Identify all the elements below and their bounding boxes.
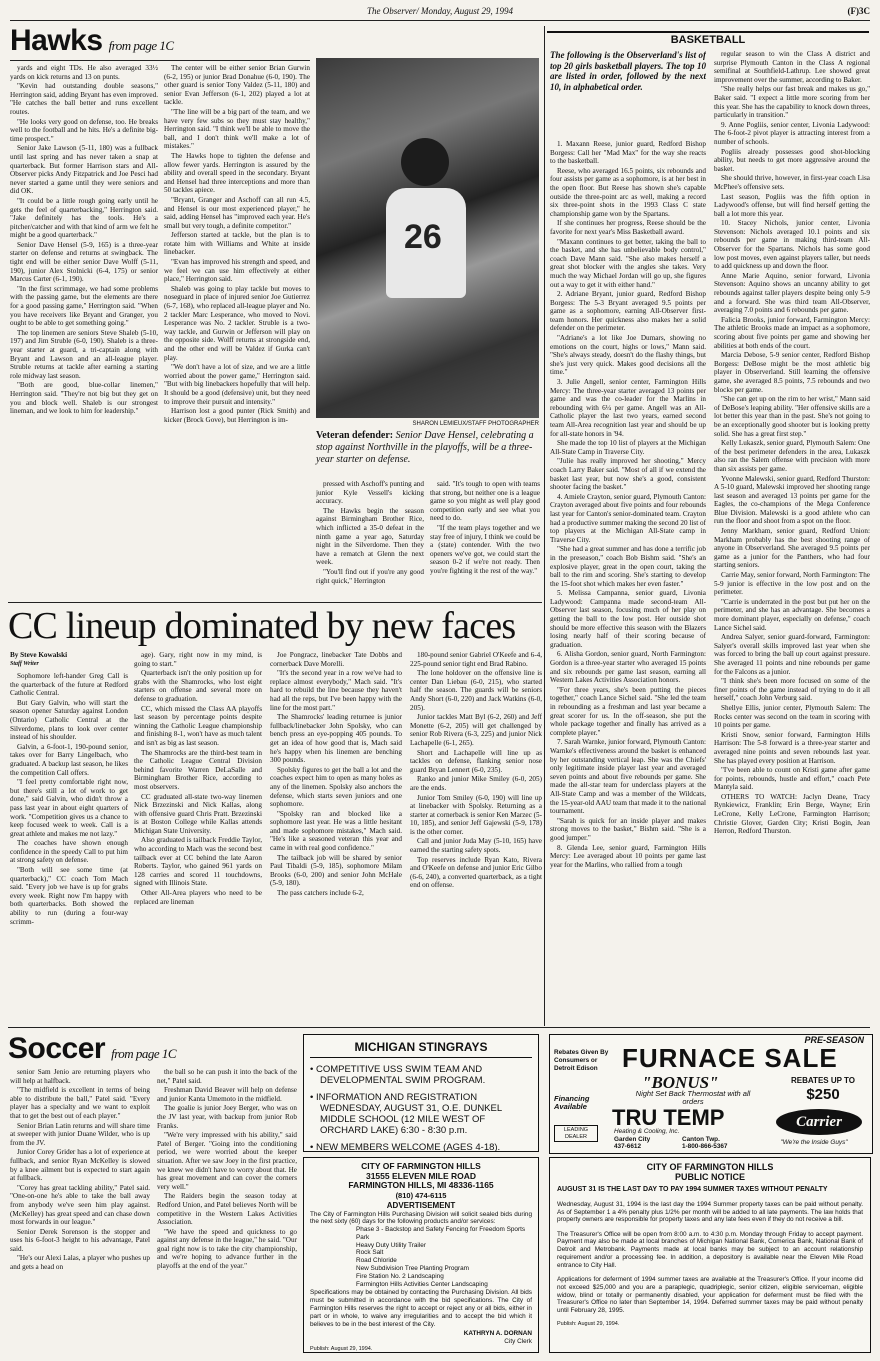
- paragraph: She made the top 10 list of players at the Michigan All-State Camp in Traverse City.: [550, 439, 706, 456]
- paragraph: Reese, who averaged 16.5 points, six rebounds and four assists per game as a sophomore, is at her best in the open floor. But Reese has shown she's capable outside the three-point arc as well, making a record six three-point shots in the 1993 Class C state championship game won by the Spartans.: [550, 166, 706, 218]
- cc-column-2: [134, 651, 262, 1021]
- paragraph: "It's the second year in a row we've had to replace almost everybody," Mach said. "It's hard to rebuild the line because they haven't had all the reps, but I've been happy with the line for the most part.": [270, 669, 402, 712]
- paragraph: Yvonne Malewski, senior guard, Redford Thurston: A 5-10 guard, Malewski improved her shooting range last season and averaged 13 points per game for the Eagles, the co-champions of the Mega Conference Blue Division. Malewski is a good athlete who can run the floor and shoot from a spot on the floor.: [714, 474, 870, 526]
- paragraph: "If the team plays together and we stay free of injury, I think we could be a (state) contender. With the two openers we've got, we could start the season 0-2 if we're not ready. Then you're fighting it the rest of the way.": [430, 523, 540, 575]
- paragraph: Joe Pongracz, linebacker Tate Dobbs and cornerback Dave Morelli.: [270, 651, 402, 668]
- paragraph: 7. Sarah Warnke, junior forward, Plymouth Canton: Warnke's effectiveness around the basket is enhanced by her outstanding vertical leap. She was the Chiefs' only legitimate inside player last year and averaged seven points and about five rebounds per game. She made the all-star team for underclass players at the All-State Camp and was a member of the Wildcats, the 15-year-old AAU team that made it to the national tournament.: [550, 738, 706, 816]
- paragraph: "Maxann continues to get better, taking the ball to the basket, and she has unbelievable body control," coach Dave Mann said. "She also makes herself a great shot blocker with the angles she takes. Very much the way Michael Jordan will go up, she figures out a way to get it with either hand.": [550, 237, 706, 289]
- jersey-number: 26: [404, 218, 442, 256]
- cc-byline-block: [10, 651, 128, 671]
- paragraph: Call and junior Juda May (5-10, 165) have earned the starting safety spots.: [410, 837, 542, 855]
- paragraph: "The line will be a big part of the team, and we have very few subs so they must stay healthy," Herrington said. "I think we'll be able to move the ball, and I don't think we'll make a lot of mistakes.": [164, 107, 310, 151]
- bids-item-list: [310, 1226, 532, 1288]
- stingrays-bullet-item: • INFORMATION AND REGISTRATION WEDNESDAY, AUGUST 31, O.E. DUNKEL MIDDLE SCHOOL (12 MILE WEST OF ORCHARD LAKE) 6:30 - 8:30 p.m.: [310, 1092, 502, 1136]
- basketball-column-1: [550, 140, 706, 1020]
- notice-paragraph: Wednesday, August 31, 1994 is the last day the 1994 Summer property taxes can be paid without penalty. As of September 1 a 4% penalty plus 1/2% per month will be added to all late payments. The law holds that property owners are responsible for property taxes and any late fees even if they do not receive a bill.: [557, 1200, 863, 1224]
- notice-headline: AUGUST 31 IS THE LAST DAY TO PAY 1994 SUMMER TAXES WITHOUT PENALTY: [557, 1186, 828, 1193]
- hawks-column-2: [164, 64, 310, 600]
- header-title: The Observer/ Monday, August 29, 1994: [366, 6, 514, 16]
- paragraph: "She really helps our fast break and makes us go," Baker said. "I expect a little more scoring from her this year. She has the capability to knock down threes, particularly in transition.": [714, 85, 870, 120]
- bids-item: Phase 3 - Backstop and Safety Fencing for Freedom Sports Park: [356, 1226, 526, 1241]
- public-notice-ad: [549, 1157, 871, 1353]
- leading-dealer-badge: LEADING DEALER: [554, 1125, 598, 1142]
- paragraph: Senior Derek Sorenson is the stopper and uses his 6-foot-3 height to his advantage, Patel said.: [10, 1227, 150, 1253]
- paragraph: The coaches have shown enough confidence in the speedy Call to put him at strong safety on defense.: [10, 839, 128, 865]
- bids-signer-title: City Clerk: [504, 1338, 532, 1346]
- paragraph: Jenny Markham, senior guard, Redford Union: Markham probably has the best shooting range of anyone in Observerland. She averaged 9.5 points per game as a junior for the Panthers, who had four starting seniors.: [714, 527, 870, 570]
- paragraph: Short and Lachapelle will line up as tackles on defense, flanking senior nose guard Bryan Lennert (6-0, 235).: [410, 748, 542, 774]
- paragraph: "Sarah is quick for an inside player and makes strong moves to the basket," Bishm said. "She is a good jumper.": [550, 816, 706, 842]
- paragraph: The tailback job will be shared by senior Paul Tibaldi (5-9, 185), sophomore Milam Brooks (6-0, 200) and senior John McHale (5-9, 180).: [270, 853, 402, 888]
- paragraph: regular season to win the Class A district and surprise Plymouth Canton in the Class A regional semifinal at Southfield-Lathrup. Lee showed great improvement over the summer, according to Baker.: [714, 50, 870, 84]
- carrier-logo: Carrier: [776, 1109, 862, 1135]
- paragraph: yards and eight TDs. He also averaged 33½ yards on kick returns and 13 on punts.: [10, 64, 158, 81]
- notice-publish-date: Publish: August 29, 1994.: [557, 1321, 620, 1328]
- paragraph: 6. Alisha Gordon, senior guard, North Farmington: Gordon is a three-year starter who averaged 15 points and six rebounds per game last season, earning all Western Lakes Activities Association honors.: [550, 650, 706, 685]
- hawks-title: Hawks: [10, 24, 103, 57]
- notice-title-1: CITY OF FARMINGTON HILLS: [646, 1162, 774, 1172]
- paragraph: "Both are good, blue-collar linemen," Herrington said. "They're not big but they get on you and block well. Shaleb is our strongest lineman, and we look to him for leadership.": [10, 381, 158, 416]
- paragraph: "Bryant, Granger and Aschoff can all run 4.5, and Hensel is our most experienced player," he said, adding Hensel has "improved each year. He's small but very tough, a definite competitor.": [164, 195, 310, 230]
- paragraph: pressed with Aschoff's punting and junior Kyle Vessell's kicking accuracy.: [316, 480, 424, 506]
- soccer-title: Soccer: [8, 1032, 106, 1065]
- paragraph: Senior Brian Latin returns and will share time at sweeper with junior Duane Wilder, who is up from the JV.: [10, 1121, 150, 1147]
- paragraph: Harrison lost a good punter (Rick Smith) and kicker (Brock Gove), but Herrington is im-: [164, 407, 310, 424]
- paragraph: "Spolsky ran and blocked like a sophomore last year. He was a little hesitant and made sophomore mistakes," Mach said. "He's like a seasoned veteran this year and came in with real good confidence.": [270, 809, 402, 853]
- cc-headline: CC lineup dominated by new faces: [8, 605, 516, 647]
- paragraph: Shellye Ellis, junior center, Plymouth Salem: The Rocks center was second on the team in scoring with 10 points per game.: [714, 703, 870, 730]
- cc-column-4: [410, 651, 542, 1021]
- notice-body: [557, 1201, 863, 1315]
- basketball-heading: BASKETBALL: [547, 31, 869, 47]
- paragraph: CC graduated all-state two-way linemen Nick Brzezinski and Nick Kallas, along with offensive guard Chris Pratt. Brzezinski is at Boston College while Kallas attends Michigan State University.: [134, 792, 262, 835]
- paragraph: Top reserves include Ryan Kato, Rivera and O'Keefe on defense and junior Eric Gilbo (6-6, 240), a converted quarterback, as a tight end on offense.: [410, 855, 542, 890]
- city-bids-ad: [303, 1157, 539, 1353]
- trutemp-logo: TRU TEMP: [612, 1105, 725, 1130]
- paragraph: "I've been able to count on Kristi game after game for points, rebounds, hustle and effort," coach Pete Mantyla said.: [714, 766, 870, 792]
- cc-column-3: [270, 651, 402, 1021]
- paragraph: 8. Glenda Lee, senior guard, Farmington Hills Mercy: Lee averaged about 10 points per game last year for the Marlins, who rallied from a tough: [550, 843, 706, 869]
- soccer-heading: [8, 1032, 176, 1066]
- paragraph: Also graduated is tailback Freddie Taylor, who according to Mach was the second best tailback ever at CC behind the late Aaron Roberts. Taylor, who gained 961 yards on 128 carries and scored 11 touchdowns, signed with Illinois State.: [134, 836, 262, 888]
- paragraph: Marcia Debose, 5-9 senior center, Redford Bishop Borgess: DeBose might be the most athletic big player in Observerland. Still learning the offensive game, she averaged 8.5 points, 7.5 rebounds and two blocks per game.: [714, 351, 870, 394]
- bonus-subtext: Night Set Back Thermostat with all orders: [635, 1089, 751, 1106]
- paragraph: "The midfield is excellent in terms of being able to distribute the ball," Patel said. "Every player has a specialty and we want to exploit that to get the best out of each player.": [10, 1086, 150, 1120]
- paragraph: Spolsky figures to get the ball a lot and the coaches expect him to open as many holes as any of the linemen. Spolsky also anchors the defense, which starts seven juniors and one sophomore.: [270, 765, 402, 809]
- paragraph: Carrie May, senior forward, North Farmington: The 5-9 junior is effective in the low post and on the perimeter.: [714, 571, 870, 597]
- photo-caption: [316, 430, 542, 466]
- paragraph: The Raiders begin the season today at Redford Union, and Patel believes North will be competitive in the Western Lakes Activities Association.: [157, 1192, 297, 1227]
- paragraph: Pogliis already possesses good shot-blocking ability, but needs to get more aggressive around the basket.: [714, 147, 870, 173]
- furnace-tagline: "We're the Inside Guys": [780, 1139, 848, 1146]
- paragraph: She should thrive, however, in first-year coach Lisa McPhee's offensive sets.: [714, 174, 870, 191]
- photo-credit: SHARON LEMIEUX/STAFF PHOTOGRAPHER: [412, 421, 539, 427]
- paragraph: Junior tackles Matt Byl (6-2, 260) and Jeff Monette (6-2, 205) will get challenged by senior Rob Rivera (6-3, 225) and junior Nick Lachapelle (6-1, 265).: [410, 713, 542, 747]
- furnace-rebate-source: Rebates Given By Consumers or Detroit Edison: [554, 1049, 609, 1072]
- bids-item: Heavy Duty Utility Trailer: [356, 1241, 426, 1249]
- paragraph: Anne Marie Aquino, senior forward, Livonia Stevenson: Aquino shows an uncanny ability to get rebounds against taller players despite being only 5-9 and a forward. She was third team All-Observer, averaging 7.0 points and 6 rebounds per game.: [714, 271, 870, 315]
- bids-item: Fire Station No. 2 Landscaping: [356, 1272, 444, 1280]
- soccer-column-1: [10, 1068, 150, 1358]
- paragraph: "In the first scrimmage, we had some problems with the passing game, but the elements are there for a good passing game," Herrington said. "When you have receivers like Bryant and Granger, you ought to be able to get something going.": [10, 284, 158, 328]
- rebate-amount: $250: [806, 1086, 840, 1103]
- paragraph: "Evan has improved his strength and speed, and we feel we can use him effectively at either place," Herrington said.: [164, 258, 310, 284]
- furnace-ad: [549, 1034, 873, 1154]
- cc-byline: By Steve Kowalski: [10, 651, 68, 659]
- paragraph: Kristi Snow, senior forward, Farmington Hills Harrison: The 5-8 forward is a three-year starter and averaged nine points and seven rebounds last year. She has played every position at Harrison.: [714, 730, 870, 765]
- page-number: (F)3C: [847, 6, 870, 16]
- stingrays-bullet-item: • COMPETITIVE USS SWIM TEAM AND DEVELOPMENTAL SWIM PROGRAM.: [310, 1064, 486, 1086]
- paragraph: the ball so he can push it into the back of the net," Patel said.: [157, 1068, 297, 1085]
- paragraph: "Adriane's a lot like Joe Dumars, showing no emotions on the court, highs or lows," Mann said. "She's always steady, doesn't do the flashy things, but she's just very quick. Makes good decisions all the time.": [550, 334, 706, 377]
- stingrays-title: MICHIGAN STINGRAYS: [310, 1040, 532, 1058]
- paragraph: CC, which missed the Class AA playoffs last season by percentage points despite winning the Catholic League championship and finishing 8-1, won't have as much talent and isn't as big as last season.: [134, 704, 262, 747]
- paragraph: Shaleb was going to play tackle but moves to noseguard in place of injured senior Joe Gutierrez (6-7, 168), who replaced all-league player and No. 2 tackler Marc Lesperance, who moved to Novi. Lesperance was No. 2 tackler. Struble is a two-way tackle, and Gurwin or Jefferson will play on the opposite side. Wolff returns at strongside end, and the other end will be Valdez if Gurka can't play.: [164, 284, 310, 362]
- bids-title-2: 31555 ELEVEN MILE ROAD: [365, 1170, 477, 1181]
- bids-signer: KATHRYN A. DORNAN: [463, 1330, 532, 1338]
- soccer-rule: [8, 1027, 870, 1028]
- garden-city-phone: 437-6612: [614, 1143, 642, 1150]
- basketball-column-2: [714, 50, 870, 1020]
- paragraph: Freshman David Beaver will help on defense and junior Kanta Umemoto in the midfield.: [157, 1086, 297, 1103]
- bids-ad-label: ADVERTISEMENT: [386, 1200, 456, 1210]
- paragraph: Junior Corey Grider has a lot of experience at fullback, and senior Ryan McKelley is slowed by a knee ailment but is expected to start again at fullback.: [10, 1148, 150, 1183]
- paragraph: "She had a great summer and has done a terrific job in the preseason," coach Bob Bishm said. "She's an explosive player, great in the open court, taking the ball to the rim and scoring. She's starting to develop the 15-foot shot which makes her even faster.": [550, 545, 706, 588]
- bonus-label: "BONUS": [642, 1073, 719, 1092]
- hawks-jump-label: from page 1C: [108, 38, 174, 53]
- canton-label: Canton Twp.: [682, 1136, 720, 1143]
- bids-phone: (810) 474-6115: [395, 1190, 447, 1200]
- bids-body: Specifications may be obtained by contacting the Purchasing Division. All bids must be submitted in accordance with the bid specifications. The City of Farmington Hills reserves the right to accept or reject any or all bids, either in part or in whole, to waive any irregularities and to accept the bid which it believes to be in the best interest of the City.: [310, 1289, 532, 1328]
- paragraph: "Julie has really improved her shooting," Mercy coach Larry Baker said. "Most of all if we extend the basket last year, but now she's a good, consistent shooter facing the basket.": [550, 457, 706, 492]
- caption-text: Senior Dave Hensel, celebrating a stop against Northville in the playoffs, will be a three-year starter on defense.: [316, 430, 534, 465]
- cc-rule: [8, 602, 542, 603]
- soccer-jump-label: from page 1C: [111, 1046, 177, 1061]
- hawks-rule: [10, 60, 310, 61]
- paragraph: 3. Julie Angell, senior center, Farmington Hills Mercy: The three-year starter averaged 13 points per game and was the co-leader for the Marlins in rebounding with 6¼ per game. Angell was an All-Catholic player the last two years, earned second team All-Area recognition last year and should be up for all-state honors in '94.: [550, 378, 706, 438]
- notice-paragraph: The Treasurer's Office will be open from 8:00 a.m. to 4:30 p.m. Monday through Friday to accept payment. Payment may also be made at local branches of Michigan National Bank, Comerica Bank, National Bank of Detroit and Metrobank. Payments made at local banks may be subject to an account relationship requirement and/or a processing fee. In addition, a depository is available near the Eleven Mile Road entrance to City Hall.: [557, 1230, 863, 1269]
- paragraph: Last season, Pogliis was the fifth option in Ladywood's offense, but will find herself getting the ball a lot more this year.: [714, 192, 870, 218]
- paragraph: 10. Stacey Nichols, junior center, Livonia Stevenson: Nichols averaged 10.1 points and six rebounds per game in making third-team All-Observer for the Spartans. Nichols has some good low post moves, even against players taller, but needs to add quickness up and down the floor.: [714, 219, 870, 271]
- paragraph: The Hawks hope to tighten the defense and allow fewer yards. Herrington is assured by the ability and overall speed in the secondary. Bryant and Hensel had three interceptions and more than 50 tackles apiece.: [164, 151, 310, 195]
- paragraph: If she continues her progress, Reese should be the favorite for next year's Miss Basketball award.: [550, 219, 706, 236]
- paragraph: age). Gary, right now in my mind, is going to start.": [134, 651, 262, 668]
- paragraph: The Shamrocks' leading returnee is junior fullback/linebacker John Spolsky, who can bench press an eye-popping 405 pounds. To get an idea of how good that is, Mach said he's happy when his linemen are benching 300 pounds.: [270, 713, 402, 765]
- furnace-banner: PRE-SEASON: [804, 1035, 864, 1045]
- paragraph: "It could be a little rough going early until he gets the feel of quarterbacking," Herrington said. "Jake definitely has the tools. He's a pitcher/catcher and with that kind of arm we felt he might be a good quarterback.": [10, 196, 158, 240]
- paragraph: Junior Tom Smiley (6-0, 190) will line up at linebacker with Spolsky. Returning as a starter at cornerback is senior Ken Marzec (5-10, 185), and senior Jeff Gajewski (5-9, 178) is the other corner.: [410, 793, 542, 836]
- paragraph: "We're very impressed with his ability," said Patel of Berger. "Going into the conditioning period, we were worried about the keeper situation. After we saw Joey in the first practice, we knew we didn't have to worry about that. He has great movement and can cover the corners very well.": [157, 1131, 297, 1191]
- canton-phone: 1-800-866-5367: [682, 1143, 728, 1150]
- paragraph: The pass catchers include 6-2,: [277, 889, 364, 898]
- soccer-column-2: [157, 1068, 297, 1358]
- caption-lead: Veteran defender:: [316, 430, 394, 441]
- paragraph: "I feel pretty comfortable right now, but there's still a lot of work to get done," said Galvin, who didn't throw a pass last year in about eight quarters of work. "Competition gives us a chance to keep focused week to week. Call is a great athlete and makes me not lazy.": [10, 778, 128, 838]
- paragraph: "He looks very good on defense, too. He breaks well to the football and he hits. He's a definite big-time prospect.": [10, 117, 158, 143]
- paragraph: The center will be either senior Brian Gurwin (6-2, 195) or junior Brad Donahue (6-0, 190). The other guard is senior Tony Valdez (5-11, 180) and senior Evan Jefferson (6-1, 202) played a lot at tackle.: [164, 64, 310, 107]
- bids-item: Farmington Hills Activities Center Landscaping: [356, 1280, 488, 1288]
- paragraph: 180-pound senior Gabriel O'Keefe and 6-4, 225-pound senior tight end Brad Rabino.: [410, 651, 542, 668]
- trutemp-subtitle: Heating & Cooling, Inc.: [614, 1128, 680, 1135]
- paragraph: "Kevin had outstanding double seasons," Herrington said, adding Bryant has even improved. "He catches the ball better and runs excellent routes.: [10, 82, 158, 116]
- paragraph: "We don't have a lot of size, and we are a little worried about the power game," Herrington said. "But with big linebackers hopefully that will help. It should be a good (defensive) unit, but they need to improve their pursuit and intensity.": [164, 363, 310, 406]
- paragraph: Galvin, a 6-foot-1, 190-pound senior, takes over for Barry Lingelbach, who graduated. A backup last season, he likes the competition Call offers.: [10, 742, 128, 777]
- cc-column-1: [10, 672, 128, 1022]
- paragraph: "You'll find out if you're any good right quick," Herrington: [316, 567, 424, 585]
- paragraph: OTHERS TO WATCH: Jaclyn Deane, Tracy Rynkiewicz, Franklin; Erin Berge, Wayne; Erin LeCrone, Kelly LeCrone, Farmington Harrison; Christie Glover, Garden City; Kristi Bogin, Jean Herron, Redford Thurston.: [714, 792, 870, 836]
- paragraph: The lone holdover on the offensive line is center Dan Liebau (6-0, 215), who started half the season. The guards will be seniors Andy Short (6-0, 220) and Jack Watkins (6-0, 205).: [410, 669, 542, 712]
- bids-item: New Subdivision Tree Planting Program: [356, 1265, 469, 1273]
- paragraph: The Hawks begin the season against Birmingham Brother Rice, which inflicted a 35-0 defeat in the ninth game a year ago, Saturday night in the Silverdome. Then they have a rematch at Glenn the next week.: [316, 506, 424, 567]
- paragraph: Other All-Area players who need to be replaced are lineman: [134, 889, 262, 906]
- hawks-continued-2: [430, 480, 540, 598]
- financing-label: Financing Available: [554, 1094, 590, 1111]
- paragraph: The goalie is junior Joey Berger, who was on the JV last year, with backup from junior Rob Franks.: [157, 1104, 297, 1130]
- paragraph: Quarterback isn't the only position up for grabs with the Shamrocks, who lost eight starters on offense and several more on defense to graduation.: [134, 669, 262, 703]
- paragraph: 1. Maxann Reese, junior guard, Redford Bishop Borgess: Call her "Mad Max" for the way she reacts to the basketball.: [550, 140, 706, 166]
- paragraph: 9. Anne Pogliis, senior center, Livonia Ladywood: The 6-foot-2 pivot player is attracting interest from a number of schools.: [714, 120, 870, 146]
- paragraph: senior Sam Jenio are returning players who will help at halfback.: [10, 1068, 150, 1085]
- hawks-continued-1: [316, 480, 424, 598]
- paragraph: The top linemen are seniors Steve Shaleb (5-10, 197) and Jim Struble (6-0, 190). Shaleb is a three-year starter at guard, a tri-captain along with Bryant and Lawson and an all-league player. Struble returns at tackle after earning a starting role midway last season.: [10, 328, 158, 380]
- furnace-title: FURNACE SALE: [622, 1043, 838, 1073]
- paragraph: 4. Amiele Crayton, senior guard, Plymouth Canton: Crayton averaged about five points and four rebounds last year for Canton's senior-dominated team. Crayton had a productive summer making the second 20 list of top players at the Michigan All-State camp in Traverse City.: [550, 492, 706, 544]
- paragraph: Andrea Salyer, senior guard-forward, Farmington: Salyer's overall skills improved last year when she was forced to bring the ball up court against pressure. She averaged 11 points and nine rebounds per game for the Falcons as a junior.: [714, 633, 870, 676]
- paragraph: "She can get up on the rim to her wrist," Mann said of DeBose's leaping ability. "Her offensive skills are a lot better this year than in the past. She's not going to be an exceptionally good shooter but is looking pretty solid. She has a great first step.": [714, 395, 870, 438]
- bids-item: Rock Salt: [356, 1249, 384, 1257]
- stingrays-ad: [303, 1034, 539, 1152]
- page-header: [10, 6, 870, 20]
- paragraph: "Corey has great tackling ability," Patel said. "One-on-one he's able to take the ball away from anybody we've seen him play against. (McKelley) has great speed and can chase down most forwards in our league.": [10, 1183, 150, 1227]
- paragraph: Jefferson started at tackle, but the plan is to rotate him with Williams and White at inside linebacker.: [164, 231, 310, 257]
- notice-paragraph: Applications for deferment of 1994 summer taxes are available at the Treasurer's Office. If your income did not exceed $25,000 and you are a paraplegic, quadriplegic, senior citizen, eligible serviceman, eligible widow, blind or totally or permanently disabled, your application for deferment must be filed with the Treasurer's Office no later than September 14, 1994. Deferred summer taxes may be paid without penalty until February 28, 1995.: [557, 1276, 863, 1315]
- bids-title-1: CITY OF FARMINGTON HILLS: [361, 1161, 481, 1171]
- hawks-column-1: [10, 64, 158, 600]
- paragraph: 2. Adriane Bryant, junior guard, Redford Bishop Borgess: The 5-3 Bryant averaged 9.5 points per game as a sophomore, earning All-Observer first-team honors. Her quickness also makes her a solid defender on the perimeter.: [550, 290, 706, 333]
- hawks-heading: [10, 24, 174, 58]
- bids-publish-date: Publish: August 29, 1994.: [310, 1346, 373, 1353]
- football-photo: [316, 58, 539, 418]
- rebates-up-to-label: REBATES UP TO: [790, 1076, 855, 1085]
- stingrays-bullet-item: • NEW MEMBERS WELCOME (AGES 4-18).: [310, 1142, 501, 1153]
- helmet-shape: [401, 138, 449, 186]
- paragraph: Falicia Brooks, junior forward, Farmington Mercy: The athletic Brooks made an impact as a sophomore, scoring about five points per game and showing her abilities at both ends of the court.: [714, 315, 870, 350]
- bids-intro: The City of Farmington Hills Purchasing Division will solicit sealed bids during the next sixty (60) days for the following products and/or services:: [310, 1210, 532, 1226]
- paragraph: "He's our Alexi Lalas, a player who pushes up and gets a head on: [10, 1254, 150, 1272]
- paragraph: Senior Jake Lawson (5-11, 180) was a fullback until last spring and has never taken a snap at quarterback. But former Harrison stars and All-Observer picks Andy Fitzpatrick and Joe Pesci had never started a game until they were seniors and did OK.: [10, 144, 158, 196]
- column-divider: [544, 26, 545, 1026]
- paragraph: The Shamrocks are the third-best team in the Catholic League Central Division behind favorite Warren DeLaSalle and Birmingham Brother Rice, according to most observers.: [134, 748, 262, 791]
- paragraph: "Carrie is underrated in the post but put her on the perimeter, and she has an advantage. She becomes a more dominant player, especially on defense," coach Lance Sichel said.: [714, 597, 870, 632]
- paragraph: But Gary Galvin, who will start the season opener Saturday against London (Ontario) Catholic Central at the Silverdome, plans to look over center instead of his shoulder.: [10, 698, 128, 742]
- bids-item: Road Chloride: [356, 1257, 397, 1265]
- paragraph: 5. Melissa Campanna, senior guard, Livonia Ladywood: Campanna made second-team All-Observer last season, focusing much of her play on getting the ball to the low post. Her outside shot should be more effective this season with the Blazers losing nearly half of their scoring because of graduation.: [550, 589, 706, 649]
- paragraph: Sophomore left-hander Greg Call is the quarterback of the future at Redford Catholic Central.: [10, 672, 128, 698]
- paragraph: said. "It's tough to open with teams that strong, but neither one is a league game so you might as well play good competition early and see what you need to do.: [430, 480, 540, 523]
- paragraph: Ranko and junior Mike Smiley (6-0, 205) are the ends.: [410, 775, 542, 792]
- paragraph: "For three years, she's been putting the pieces together," coach Lance Sichel said. "She led the team in rebounding as a freshman and last year became a great scorer for us. In the off-season, she put the whole package together and finally has arrived as a complete player.": [550, 685, 706, 737]
- paragraph: Senior Dave Hensel (5-9, 165) is a three-year starter on defense and returns at swingback. The tight end will be either senior Dave Wolff (5-11, 190), junior Alex Stolnicki (6-4, 175) or senior Marcus Carter (6-1, 190).: [10, 240, 158, 284]
- paragraph: Kelly Lukaszk, senior guard, Plymouth Salem: One of the best perimeter defenders in the area, Lukaszk also ran the Salem offense with precision with more than six assists per game.: [714, 439, 870, 473]
- header-rule: [10, 20, 870, 21]
- garden-city-label: Garden City: [614, 1136, 651, 1143]
- stingrays-bullets: [310, 1064, 532, 1153]
- paragraph: "We have the speed and quickness to go against any defense in the league," he said. "Our goal right now is to take the city championship, and we're hoping to advance further in the playoffs at the end of the year.": [157, 1227, 297, 1271]
- notice-title-2: PUBLIC NOTICE: [674, 1172, 745, 1182]
- paragraph: "Both will see some time (at quarterback)," CC coach Tom Mach said. "Every job we have is up for grabs every week. Right now I'm happy with both quarterbacks. Both showed the ability to run (during a four-way scrimm-: [10, 866, 128, 926]
- basketball-intro: The following is the Observerland's list of top 20 girls basketball players. The top 10 are listed in order, followed by the next 10, in alphabetical order.: [550, 50, 706, 92]
- bids-title-3: FARMINGTON HILLS, MI 48336-1165: [348, 1180, 494, 1190]
- paragraph: "I think she's been more focused on some of the finer points of the game instead of trying to do it all herself," coach John Verburg said.: [714, 677, 870, 703]
- cc-staff-label: Staff Writer: [10, 660, 39, 667]
